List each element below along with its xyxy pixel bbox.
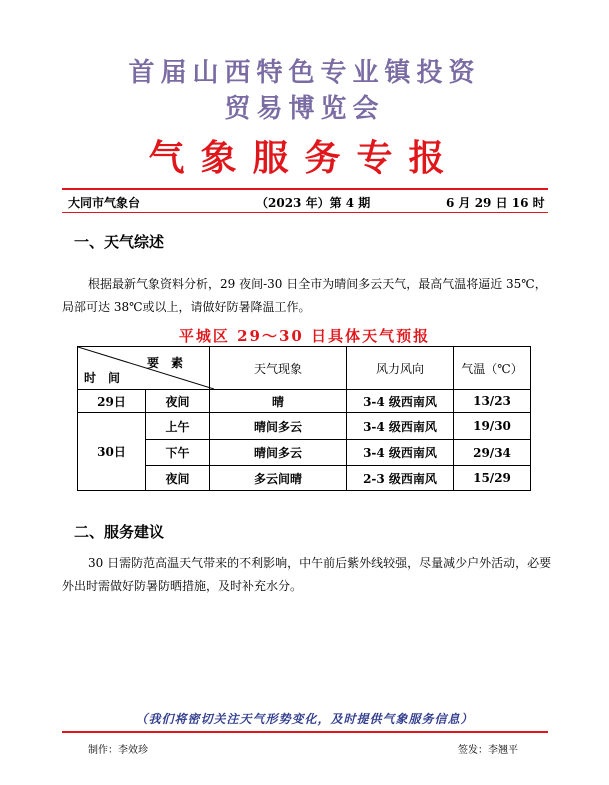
period-cell: 夜间 <box>146 390 210 413</box>
wind-cell: 3-4 级西南风 <box>347 390 454 413</box>
temp-cell: 15/29 <box>454 466 531 491</box>
title-line-2: 贸易博览会 <box>224 94 385 124</box>
table-row <box>78 413 531 440</box>
period-cell: 上午 <box>146 413 210 440</box>
section1-heading: 一、天气综述 <box>74 233 165 251</box>
temp-cell: 13/23 <box>454 390 531 413</box>
col-header-temp: 气温（℃） <box>454 347 531 390</box>
wind-cell: 3-4 级西南风 <box>347 440 454 466</box>
footer-note: （我们将密切关注天气形势变化，及时提供气象服务信息） <box>135 712 474 726</box>
wind-cell: 2-3 级西南风 <box>347 466 454 491</box>
header-rule-bottom <box>62 212 548 213</box>
diag-label-time: 时 间 <box>84 371 121 385</box>
diag-label-elements: 要 素 <box>146 356 183 370</box>
report-main-title: 气象服务专报 <box>148 137 461 179</box>
date-cell: 30日 <box>78 413 146 491</box>
col-header-wind: 风力风向 <box>347 347 454 390</box>
header-rule-top <box>62 188 548 190</box>
section2-body: 30 日需防范高温天气带来的不利影响，中午前后紫外线较强，尽量减少户外活动，必要外出时需做好防暑防晒措施，及时补充水分。 <box>62 556 552 593</box>
issuer: 大同市气象台 <box>68 196 141 210</box>
diagonal-header-cell <box>78 347 210 390</box>
signer: 签发：李翘平 <box>458 745 518 756</box>
phenomenon-cell: 晴 <box>210 390 347 413</box>
section1-body: 根据最新气象资料分析，29 夜间-30 日全市为晴间多云天气，最高气温将逼近 35℃，局部可达 38℃或以上，请做好防暑降温工作。 <box>62 277 547 314</box>
table-row <box>78 466 531 491</box>
table-row <box>78 390 531 413</box>
wind-cell: 3-4 级西南风 <box>347 413 454 440</box>
table-header-row <box>78 347 531 390</box>
phenomenon-cell: 晴间多云 <box>210 413 347 440</box>
author: 制作：李效珍 <box>88 745 148 756</box>
title-line-1: 首届山西特色专业镇投资 <box>128 58 481 88</box>
period-cell: 夜间 <box>146 466 210 491</box>
forecast-table <box>77 346 531 491</box>
temp-cell: 29/34 <box>454 440 531 466</box>
phenomenon-cell: 多云间晴 <box>210 466 347 491</box>
phenomenon-cell: 晴间多云 <box>210 440 347 466</box>
forecast-table-title: 平城区 29～30 日具体天气预报 <box>178 327 431 345</box>
footer-rule <box>62 731 548 733</box>
table-row <box>78 440 531 466</box>
section2-heading: 二、服务建议 <box>74 523 165 541</box>
issue-number: （2023 年）第 4 期 <box>256 196 371 210</box>
issue-time: 6 月 29 日 16 时 <box>446 196 545 210</box>
temp-cell: 19/30 <box>454 413 531 440</box>
date-cell: 29日 <box>78 390 146 413</box>
col-header-phenomenon: 天气现象 <box>210 347 347 390</box>
period-cell: 下午 <box>146 440 210 466</box>
